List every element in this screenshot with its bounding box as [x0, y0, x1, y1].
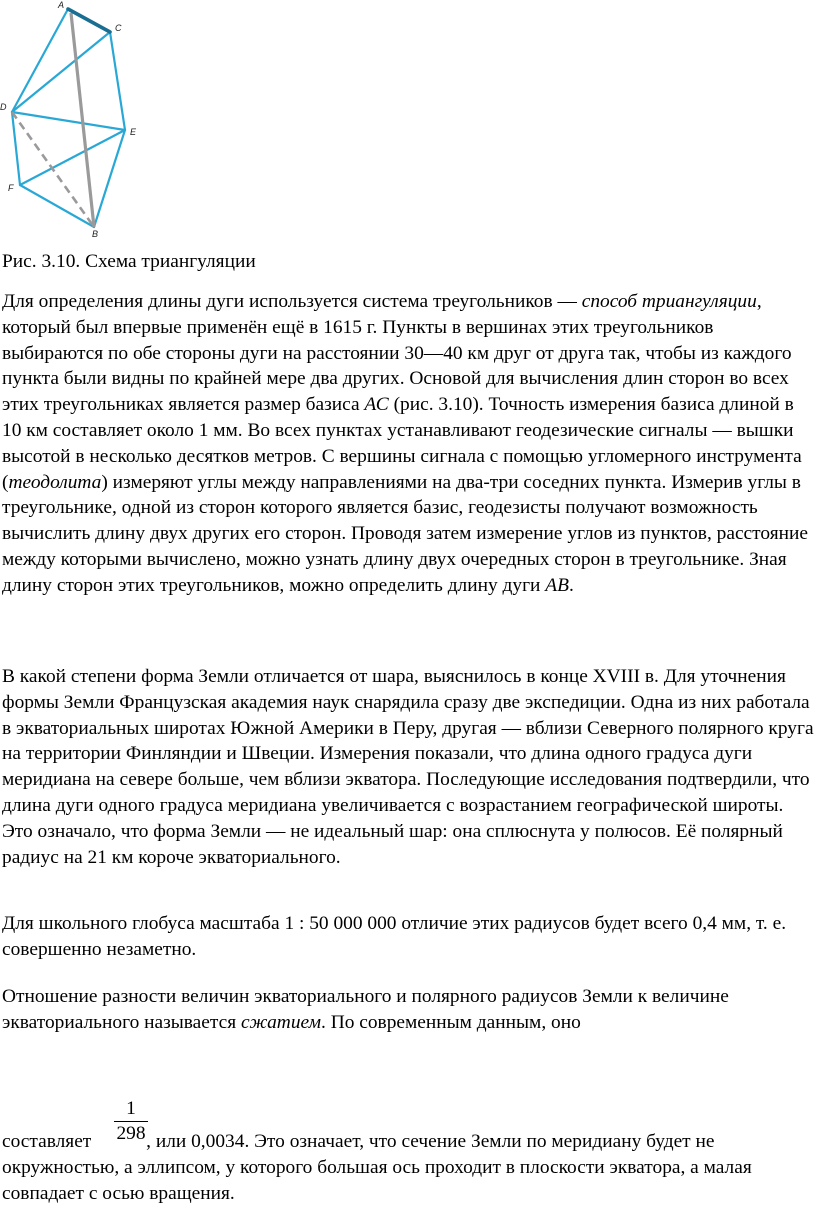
term-triangulation-method: способ триангуляции	[581, 291, 757, 312]
text-run: Отношение разности величин экваториального и полярного радиусов Земли к величине экваториального называется	[2, 986, 729, 1033]
edge-d-e	[12, 112, 125, 130]
label-b: B	[92, 229, 99, 239]
label-f: F	[8, 183, 14, 193]
arc-a-b	[71, 13, 94, 227]
text-run: ) измеряют углы между направлениями на два-три соседних пункта. Измерив углы в треугольнике, одной из сторон которого является базис, геодезисты получают возможность вычислить длину двух других его сторон. Проводя затем измерение углов из пунктов, расстояние между которыми вычислено, можно узнать длину двух очередных сторон в треугольнике. Зная длину сторон этих треугольников, можно определить длину дуги	[2, 471, 808, 596]
text-run: (рис. 3.10). Точность измерения базиса длиной в 10 км составляет около 1 мм. Во всех пунктах устанавливают геодезические сигналы — вышки высотой в несколько десятков метров. С вершины сигнала с помощью угломерного инструмента (	[2, 394, 802, 493]
figure-caption: Рис. 3.10. Схема триангуляции	[2, 251, 256, 272]
edge-a-d	[12, 9, 68, 112]
text-run: Для определения длины дуги используется система треугольников —	[2, 291, 582, 312]
paragraph-earth-shape: В какой степени форма Земли отличается от шара, выяснилось в конце XVIII в. Для уточнения формы Земли Французская академия наук снарядила сразу две экспедиции. Одна из них работала в экваториальных широтах Южной Америки в Перу, другая — вблизи Северного полярного круга на территории Финляндии и Швеции. Измерения показали, что длина одного градуса дуги меридиана на севере больше, чем вблизи экватора. Последующие исследования подтвердили, что длина дуги одного градуса меридиана увеличивается с возрастанием географической широты. Это означало, что форма Земли — не идеальный шар: она сплюснута у полюсов. Её полярный радиус на 21 км короче экваториального.	[2, 666, 814, 868]
text-run: .	[568, 574, 574, 596]
text-run: . По современным данным, оно	[321, 1011, 581, 1033]
edge-c-d	[12, 32, 110, 112]
term-base-ac: АС	[364, 394, 389, 416]
label-d: D	[0, 102, 7, 112]
triangle-edges	[12, 9, 125, 227]
text-run: , который был впервые применён ещё в 1615 г. Пункты в вершинах этих треугольников выбираются по обе стороны дуги на расстоянии 30—40 км друг от друга так, чтобы из каждого пункта были видны по крайней мере два других. Основой для вычисления длин сторон во всех этих треугольниках является размер базиса	[2, 291, 792, 416]
label-a: A	[58, 0, 65, 10]
triangulation-diagram	[0, 0, 150, 240]
paragraph-ellipse	[2, 1129, 816, 1206]
paragraph-globe-scale: Для школьного глобуса масштаба 1 : 50 000 000 отличие этих радиусов будет всего 0,4 мм, т. е. совершенно незаметно.	[2, 913, 787, 960]
edge-c-e	[110, 32, 125, 130]
term-arc-ab: АВ	[545, 574, 569, 596]
base-a-c	[68, 9, 110, 32]
text-run: , или 0,0034. Это означает, что сечение Земли по меридиану будет не окружностью, а эллипсом, у которого большая ось проходит в плоскости экватора, а малая совпадает с осью вращения.	[2, 1131, 752, 1204]
text-run: составляет	[2, 1131, 97, 1152]
edge-d-f	[12, 112, 20, 185]
fraction-numerator: 1	[126, 1098, 136, 1119]
fraction-denominator: 298	[116, 1123, 146, 1144]
paragraph-triangulation	[2, 289, 816, 599]
edge-f-b	[20, 185, 94, 227]
term-theodolite: теодолита	[8, 471, 102, 493]
arc-d-b-dashed	[12, 112, 94, 227]
term-flattening: сжатием	[240, 1011, 322, 1033]
paragraph-flattening	[2, 984, 816, 1036]
label-e: E	[130, 127, 137, 137]
label-c: C	[115, 23, 122, 33]
